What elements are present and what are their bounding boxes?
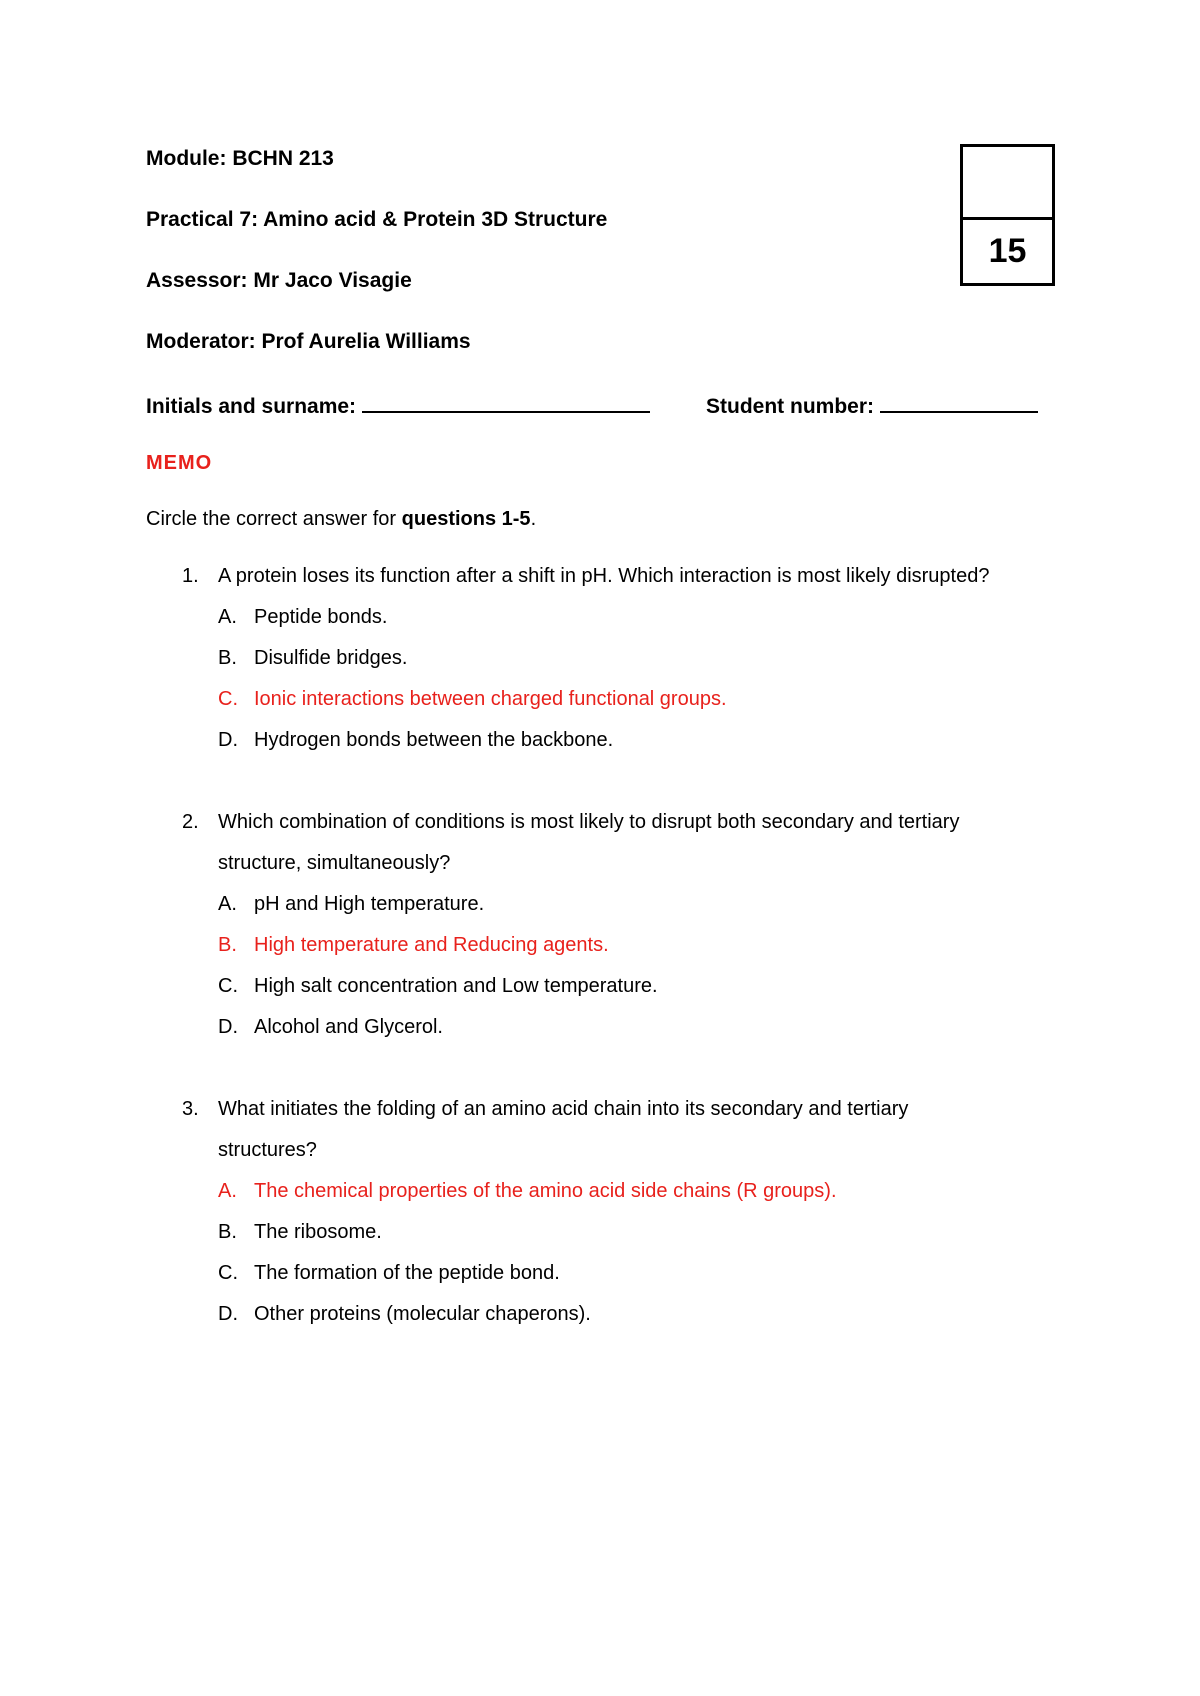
question-text: A protein loses its function after a shift in pH. Which interaction is most likely disrupted? xyxy=(218,565,990,587)
question-2 xyxy=(182,811,959,834)
option-letter: B. xyxy=(218,1221,237,1243)
question-text: What initiates the folding of an amino acid chain into its secondary and tertiary xyxy=(218,1098,909,1120)
question-number: 2. xyxy=(182,811,199,833)
memo-label: MEMO xyxy=(146,452,213,474)
option-letter: A. xyxy=(218,1180,237,1202)
question-text: Which combination of conditions is most likely to disrupt both secondary and tertiary xyxy=(218,811,960,833)
question-3 xyxy=(182,1098,908,1121)
option-q2-c[interactable] xyxy=(218,975,658,998)
option-letter: D. xyxy=(218,1016,238,1038)
option-text: Other proteins (molecular chaperons). xyxy=(254,1303,591,1325)
option-letter: C. xyxy=(218,688,238,710)
option-q2-b-correct[interactable] xyxy=(218,934,609,957)
option-q1-d[interactable] xyxy=(218,729,613,752)
option-text: The ribosome. xyxy=(254,1221,382,1243)
mark-box xyxy=(960,144,1055,286)
option-text: Disulfide bridges. xyxy=(254,647,408,669)
question-text-continued: structures? xyxy=(218,1139,317,1161)
total-marks: 15 xyxy=(988,232,1027,270)
option-letter: A. xyxy=(218,893,237,915)
student-number-row xyxy=(706,391,1038,419)
option-text: High salt concentration and Low temperature. xyxy=(254,975,658,997)
instructions xyxy=(146,508,536,531)
student-number-field[interactable] xyxy=(880,391,1038,413)
option-q1-a[interactable] xyxy=(218,606,387,629)
option-q2-d[interactable] xyxy=(218,1016,443,1039)
score-cell[interactable] xyxy=(963,147,1052,220)
option-letter: C. xyxy=(218,975,238,997)
option-text: pH and High temperature. xyxy=(254,893,485,915)
option-letter: D. xyxy=(218,729,238,751)
option-q2-a[interactable] xyxy=(218,893,484,916)
option-text: Hydrogen bonds between the backbone. xyxy=(254,729,614,751)
practical-heading: Practical 7: Amino acid & Protein 3D Structure xyxy=(146,208,608,231)
option-q3-a-correct[interactable] xyxy=(218,1180,837,1203)
initials-surname-row xyxy=(146,391,650,419)
option-q3-b[interactable] xyxy=(218,1221,382,1244)
student-number-label: Student number: xyxy=(706,395,874,418)
instructions-suffix: . xyxy=(530,508,537,530)
question-number: 1. xyxy=(182,565,199,587)
question-text-continued: structure, simultaneously? xyxy=(218,852,451,874)
initials-surname-field[interactable] xyxy=(362,391,650,413)
question-number: 3. xyxy=(182,1098,199,1120)
instructions-bold: questions 1-5 xyxy=(401,508,531,530)
option-q3-d[interactable] xyxy=(218,1303,591,1326)
option-text: The chemical properties of the amino acid side chains (R groups). xyxy=(254,1180,837,1202)
option-letter: A. xyxy=(218,606,237,628)
option-text: The formation of the peptide bond. xyxy=(254,1262,560,1284)
option-text: Ionic interactions between charged functional groups. xyxy=(254,688,727,710)
assessor-heading: Assessor: Mr Jaco Visagie xyxy=(146,269,412,292)
option-letter: C. xyxy=(218,1262,238,1284)
option-q3-c[interactable] xyxy=(218,1262,560,1285)
option-text: Alcohol and Glycerol. xyxy=(254,1016,443,1038)
question-1 xyxy=(182,565,989,588)
option-letter: D. xyxy=(218,1303,238,1325)
moderator-heading: Moderator: Prof Aurelia Williams xyxy=(146,330,471,353)
instructions-prefix: Circle the correct answer for xyxy=(146,508,402,530)
option-text: High temperature and Reducing agents. xyxy=(254,934,609,956)
option-text: Peptide bonds. xyxy=(254,606,388,628)
option-q1-b[interactable] xyxy=(218,647,407,670)
option-letter: B. xyxy=(218,934,237,956)
option-letter: B. xyxy=(218,647,237,669)
module-heading: Module: BCHN 213 xyxy=(146,147,334,170)
initials-surname-label: Initials and surname: xyxy=(146,395,357,418)
option-q1-c-correct[interactable] xyxy=(218,688,727,711)
